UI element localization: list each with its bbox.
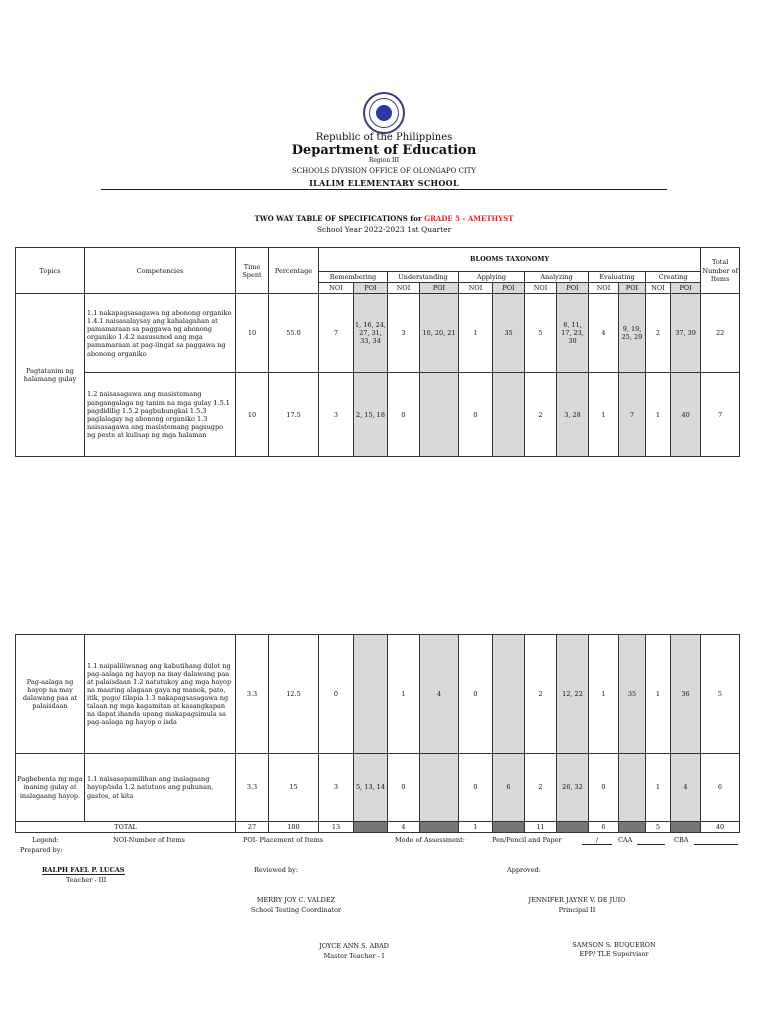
document-title: [0, 214, 768, 223]
col-understanding: Understanding: [388, 272, 459, 283]
poi-cell: 37, 39: [671, 294, 701, 373]
poi-cell: [493, 635, 525, 754]
total-app: 1: [459, 822, 493, 833]
department-title: Department of Education: [291, 143, 477, 158]
poi-cell: 1, 16, 24, 27, 31, 33, 34: [354, 294, 388, 373]
caa-blank: [637, 836, 665, 845]
noi-cell: 0: [459, 373, 493, 457]
approver-title: Principal II: [558, 906, 596, 914]
legend-label: Legend:: [32, 836, 59, 844]
col-creating: Creating: [646, 272, 701, 283]
poi-cell: [619, 754, 646, 822]
poi-header: POI: [671, 283, 701, 294]
table-row: [16, 294, 740, 373]
legend-noi: NOI-Number of Items: [113, 836, 185, 844]
noi-cell: 0: [319, 635, 354, 754]
table-row: [16, 635, 740, 754]
total-time: 27: [236, 822, 269, 833]
poi-cell: 9, 19, 25, 29: [619, 294, 646, 373]
division-text: SCHOOLS DIVISION OFFICE OF OLONGAPO CITY: [292, 167, 476, 175]
noi-cell: 1: [589, 373, 619, 457]
poi-cell: 4: [420, 635, 459, 754]
noi-header: NOI: [589, 283, 619, 294]
reviewer2-name: JOYCE ANN S. ABAD: [319, 942, 389, 950]
time-cell: 10: [236, 294, 269, 373]
noi-cell: 0: [388, 754, 420, 822]
total-cell: 6: [701, 754, 740, 822]
col-evaluating: Evaluating: [589, 272, 646, 283]
poi-cell: 36: [671, 635, 701, 754]
mode-label: Mode of Assessment:: [395, 836, 465, 844]
prepared-by-label: Prepared by:: [20, 846, 63, 854]
col-total: Total Number of Items: [701, 248, 740, 294]
pct-cell: 55.0: [269, 294, 319, 373]
poi-cell: [420, 754, 459, 822]
noi-cell: 0: [388, 373, 420, 457]
competency-cell: 1.1 naisasapamilihan ang inalagaang hayop/isda 1.2 natutuos ang puhunan, gastos, at kita: [85, 754, 236, 822]
mode-cba: CBA: [674, 836, 689, 844]
col-percentage: Percentage: [269, 248, 319, 294]
poi-cell: 5, 13, 14: [354, 754, 388, 822]
noi-header: NOI: [388, 283, 420, 294]
noi-cell: 1: [388, 635, 420, 754]
col-remembering: Remembering: [319, 272, 388, 283]
poi-cell: 35: [619, 635, 646, 754]
noi-header: NOI: [319, 283, 354, 294]
noi-cell: 1: [589, 635, 619, 754]
noi-header: NOI: [459, 283, 493, 294]
table-row: [16, 754, 740, 822]
poi-cell: 8, 11, 17, 23, 30: [557, 294, 589, 373]
title-prefix: TWO WAY TABLE OF SPECIFICATIONS for: [254, 214, 425, 223]
noi-header: NOI: [525, 283, 557, 294]
poi-cell: 26, 32: [557, 754, 589, 822]
poi-header: POI: [354, 283, 388, 294]
reviewer1-name: MERRY JOY C. VALDEZ: [256, 896, 336, 904]
school-year: School Year 2022-2023 1st Quarter: [316, 225, 452, 234]
pct-cell: 15: [269, 754, 319, 822]
noi-cell: 0: [589, 754, 619, 822]
preparer-name: RALPH FAEL P. LUCAS: [42, 866, 125, 874]
noi-cell: 1: [646, 754, 671, 822]
noi-cell: 3: [319, 373, 354, 457]
total-cell: 7: [701, 373, 740, 457]
noi-cell: 2: [525, 635, 557, 754]
noi-cell: 3: [319, 754, 354, 822]
total-rem: 13: [319, 822, 354, 833]
grade-label: GRADE 5 - AMETHYST: [424, 214, 514, 223]
noi-cell: 7: [319, 294, 354, 373]
col-analyzing: Analyzing: [525, 272, 589, 283]
poi-cell: 3, 28: [557, 373, 589, 457]
total-cre: 5: [646, 822, 671, 833]
poi-cell: 12, 22: [557, 635, 589, 754]
poi-header: POI: [420, 283, 459, 294]
poi-header: POI: [557, 283, 589, 294]
total-eva: 6: [589, 822, 619, 833]
poi-cell: 40: [671, 373, 701, 457]
total-items: 40: [701, 822, 740, 833]
total-poi-shade: [557, 822, 589, 833]
poi-header: POI: [619, 283, 646, 294]
poi-cell: 4: [671, 754, 701, 822]
noi-cell: 0: [459, 754, 493, 822]
cba-blank: [694, 836, 738, 845]
republic-text: Republic of the Philippines: [315, 132, 453, 143]
total-poi-shade: [619, 822, 646, 833]
mode-caa: CAA: [618, 836, 633, 844]
poi-cell: 2, 15, 18: [354, 373, 388, 457]
table-row: [16, 373, 740, 457]
noi-cell: 4: [589, 294, 619, 373]
time-cell: 10: [236, 373, 269, 457]
col-competencies: Competencies: [85, 248, 236, 294]
reviewer1-title: School Testing Coordinator: [250, 906, 342, 914]
noi-cell: 3: [388, 294, 420, 373]
total-poi-shade: [420, 822, 459, 833]
noi-cell: 1: [646, 635, 671, 754]
competency-cell: 1.1 naipaliliwanag ang kabutihang dulot ng pag-aalaga ng hayop na may dalawang paa at palaisdaan 1.2 natutukoy ang mga hayop na maaring alagaan gaya ng manok, pato, itik, pugo/ tilapia 1.3 nakapagsasagawa ng talaan ng mga kagamitan at kasangkapan na dapat ihanda upang makapagsimula sa pag-aalaga ng hayop o isda: [85, 635, 236, 754]
total-cell: 5: [701, 635, 740, 754]
noi-cell: 2: [646, 294, 671, 373]
tos-table-bottom: [15, 634, 740, 833]
reviewer2-title: Master Teacher - I: [323, 952, 385, 960]
total-und: 4: [388, 822, 420, 833]
supervisor-name: SAMSON S. BUQUERON: [572, 941, 656, 949]
total-cell: 22: [701, 294, 740, 373]
noi-cell: 2: [525, 373, 557, 457]
topic-cell: Pag-aalaga ng hayop na may dalawang paa at palaisdaan: [16, 635, 85, 754]
total-poi-shade: [354, 822, 388, 833]
supervisor-title: EPP/ TLE Supervisor: [579, 950, 649, 958]
total-label: TOTAL: [16, 822, 236, 833]
noi-cell: 2: [525, 754, 557, 822]
poi-cell: 7: [619, 373, 646, 457]
competency-cell: 1.2 naisasagawa ang masistemang pangangalaga ng tanim na mga gulay 1.5.1 pagdidilig 1.5.2 pagbubungkal 1.5.3 paglalagay ng abonong organiko 1.3 naisasagawa ang masistemang pagsugpo ng peste at kulisap ng mga halaman: [85, 373, 236, 457]
col-topics: Topics: [16, 248, 85, 294]
approved-label: Approved:: [507, 866, 541, 874]
time-cell: 3.3: [236, 635, 269, 754]
noi-cell: 1: [459, 294, 493, 373]
noi-cell: 5: [525, 294, 557, 373]
tos-table-top: [15, 247, 740, 457]
header-divider: [101, 189, 667, 190]
school-name: ILALIM ELEMENTARY SCHOOL: [309, 178, 459, 188]
time-cell: 3.3: [236, 754, 269, 822]
pct-cell: 12.5: [269, 635, 319, 754]
approver-name: JENNIFER JAYNE V. DE JUIO: [528, 896, 626, 904]
poi-cell: [493, 373, 525, 457]
poi-header: POI: [493, 283, 525, 294]
poi-cell: 10, 20, 21: [420, 294, 459, 373]
legend-poi: POI- Placement of Items: [243, 836, 324, 844]
topic-cell: Pagtatanim ng halamang gulay: [16, 294, 85, 457]
col-applying: Applying: [459, 272, 525, 283]
total-row: [16, 822, 740, 833]
deped-seal: [363, 92, 405, 134]
col-blooms: BLOOMS TAXONOMY: [319, 248, 701, 272]
mode-pen-check: /: [582, 836, 612, 845]
region-text: Region III: [368, 157, 400, 164]
total-ana: 11: [525, 822, 557, 833]
preparer-title: Teacher - III: [66, 876, 107, 884]
noi-cell: 0: [459, 635, 493, 754]
poi-cell: 35: [493, 294, 525, 373]
poi-cell: [420, 373, 459, 457]
pct-cell: 17.5: [269, 373, 319, 457]
col-time: Time Spent: [236, 248, 269, 294]
poi-cell: [354, 635, 388, 754]
total-poi-shade: [493, 822, 525, 833]
competency-cell: 1.1 nakapagsasagawa ng abonong organiko 1.4.1 naisasalaysay ang kahalagahan at pamamaraan sa paggawa ng abonong organiko 1.4.2 nasusunod ang mga pamamaraan at pag-iingat sa paggawa ng abonong organiko: [85, 294, 236, 373]
poi-cell: 6: [493, 754, 525, 822]
noi-header: NOI: [646, 283, 671, 294]
topic-cell: Pagbebenta ng mga inaning gulay at inalagaang hayop.: [16, 754, 85, 822]
noi-cell: 1: [646, 373, 671, 457]
total-poi-shade: [671, 822, 701, 833]
total-pct: 100: [269, 822, 319, 833]
mode-pen: Pen/Pencil and Paper: [492, 836, 562, 844]
reviewed-by-label: Reviewed by:: [254, 866, 298, 874]
